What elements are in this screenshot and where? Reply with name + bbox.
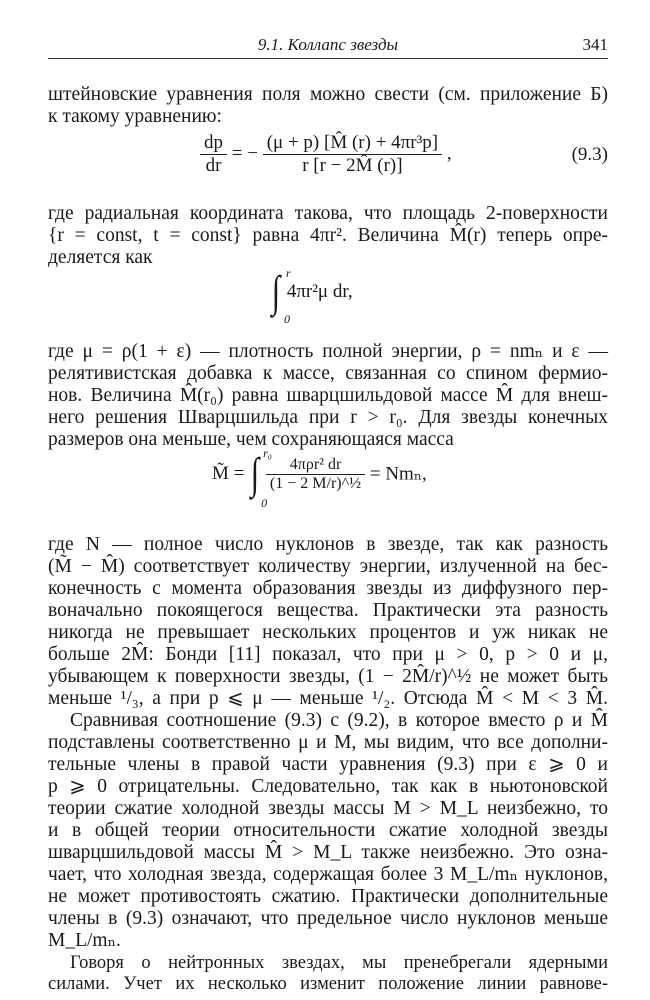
integral-2 <box>212 446 427 522</box>
text-line: теории сжатие холодной звезды массы M > M_L неизбежно, то <box>48 798 608 819</box>
text-line: не может противостоять сжатию. Практически дополнительные <box>48 886 608 907</box>
integral-rhs: = Nmₙ, <box>369 463 427 485</box>
text-line: воначально покоящегося вещества. Практически эта разность <box>48 600 608 621</box>
equation-number: (9.3) <box>571 144 608 165</box>
text-line: и в общей теории относительности сжатие холодной звезды <box>48 820 608 841</box>
text-line: силами. Учет их несколько изменит положение линии равнове- <box>48 974 608 994</box>
equation-9-3 <box>200 132 452 177</box>
fraction-denominator: r [r − 2M̂ (r)] <box>302 155 403 176</box>
text-line: нов. Величина M̂(r₀) равна шварцшильдовой массе M̂ для внеш- <box>48 385 608 406</box>
text-line: него решения Шварцшильда при r > r₀. Для звезды конечных <box>48 407 608 428</box>
page-number: 341 <box>582 35 608 54</box>
page-header <box>48 31 608 57</box>
text-line: деляется как <box>48 247 153 268</box>
text-line: подставлены соответственно μ и M, мы видим, что все дополни- <box>48 732 608 753</box>
fraction-denominator: dr <box>205 155 222 176</box>
integral-lower-limit: 0 <box>284 312 290 326</box>
equation-comma: , <box>446 142 452 164</box>
integral-sign: ∫ <box>250 449 260 498</box>
integral-upper-limit: r₀ <box>263 446 272 460</box>
text-line: Сравнивая соотношение (9.3) с (9.2), в которое вместо ρ и M̂ <box>70 710 608 731</box>
text-line: штейновские уравнения поля можно свести (см. приложение Б) <box>48 84 608 105</box>
integral-fraction <box>266 456 365 493</box>
text-line: меньше ¹/₃, а при p ⩽ μ — меньше ¹/₂. Отсюда M̂ < M < 3 M̂. <box>48 688 608 709</box>
text-line: шварцшильдовой массы M̂ > M_L также неизбежно. Это озна- <box>48 842 608 863</box>
text-line: M_L/mₙ. <box>48 930 121 951</box>
text-line: к такому уравнению: <box>48 106 222 127</box>
integral-1 <box>270 266 353 326</box>
fraction-numerator: (μ + p) [M̂ (r) + 4πr³p] <box>263 132 442 155</box>
integral-sign: ∫ <box>271 267 281 316</box>
fraction-denominator: (1 − 2 M/r)^½ <box>269 474 362 492</box>
text-line: больше 2M̂: Бонди [11] показал, что при μ > 0, p > 0 и μ, <box>48 644 608 665</box>
header-rule <box>48 58 608 59</box>
text-line: где N — полное число нуклонов в звезде, так как разность <box>48 534 608 555</box>
integral-lower-limit: 0 <box>261 496 268 510</box>
text-line: Говоря о нейтронных звездах, мы пренебрегали ядерными <box>70 953 608 973</box>
text-line: никогда не превышает нескольких процентов и уж никак не <box>48 622 608 643</box>
text-line: размеров она меньше, чем сохраняющаяся масса <box>48 429 454 450</box>
fraction-numerator: 4πρr² dr <box>266 456 365 475</box>
text-line: убывающем к поверхности звезды, (1 − 2M̂/r)^½ не может быть <box>48 666 608 687</box>
text-line: тельные члены в правой части уравнения (9.3) при ε ⩾ 0 и <box>48 754 608 775</box>
fraction-rhs <box>263 132 442 177</box>
text-line: p ⩾ 0 отрицательны. Следовательно, так как в ньютоновской <box>48 776 608 797</box>
running-title: 9.1. Коллапс звезды <box>257 35 399 54</box>
text-line: релятивистская добавка к массе, связанная со спином фермио- <box>48 363 608 384</box>
text-line: конечность с момента образования звезды из диффузного пер- <box>48 578 608 599</box>
fraction-numerator: dp <box>200 132 227 155</box>
text-line: чает, что холодная звезда, содержащая более 3 M_L/mₙ нуклонов, <box>48 864 608 885</box>
equals-minus: = − <box>231 142 258 164</box>
text-line: где радиальная координата такова, что площадь 2-поверхности <box>48 203 608 224</box>
text-line: {r = const, t = const} равна 4πr². Величина M̂(r) теперь опре- <box>48 225 608 246</box>
fraction-dp-dr <box>200 132 227 177</box>
text-line: члены в (9.3) означают, что предельное число нуклонов меньше <box>48 908 608 929</box>
text-line: где μ = ρ(1 + ε) — плотность полной энергии, ρ = nmₙ и ε — <box>48 341 608 362</box>
integral-upper-limit: r <box>286 266 291 280</box>
integral-lhs: M̃ = <box>212 463 245 484</box>
text-line: (M̃ − M̂) соответствует количеству энергии, излученной на бес- <box>48 556 608 577</box>
integrand: 4πr²μ dr, <box>286 281 353 302</box>
